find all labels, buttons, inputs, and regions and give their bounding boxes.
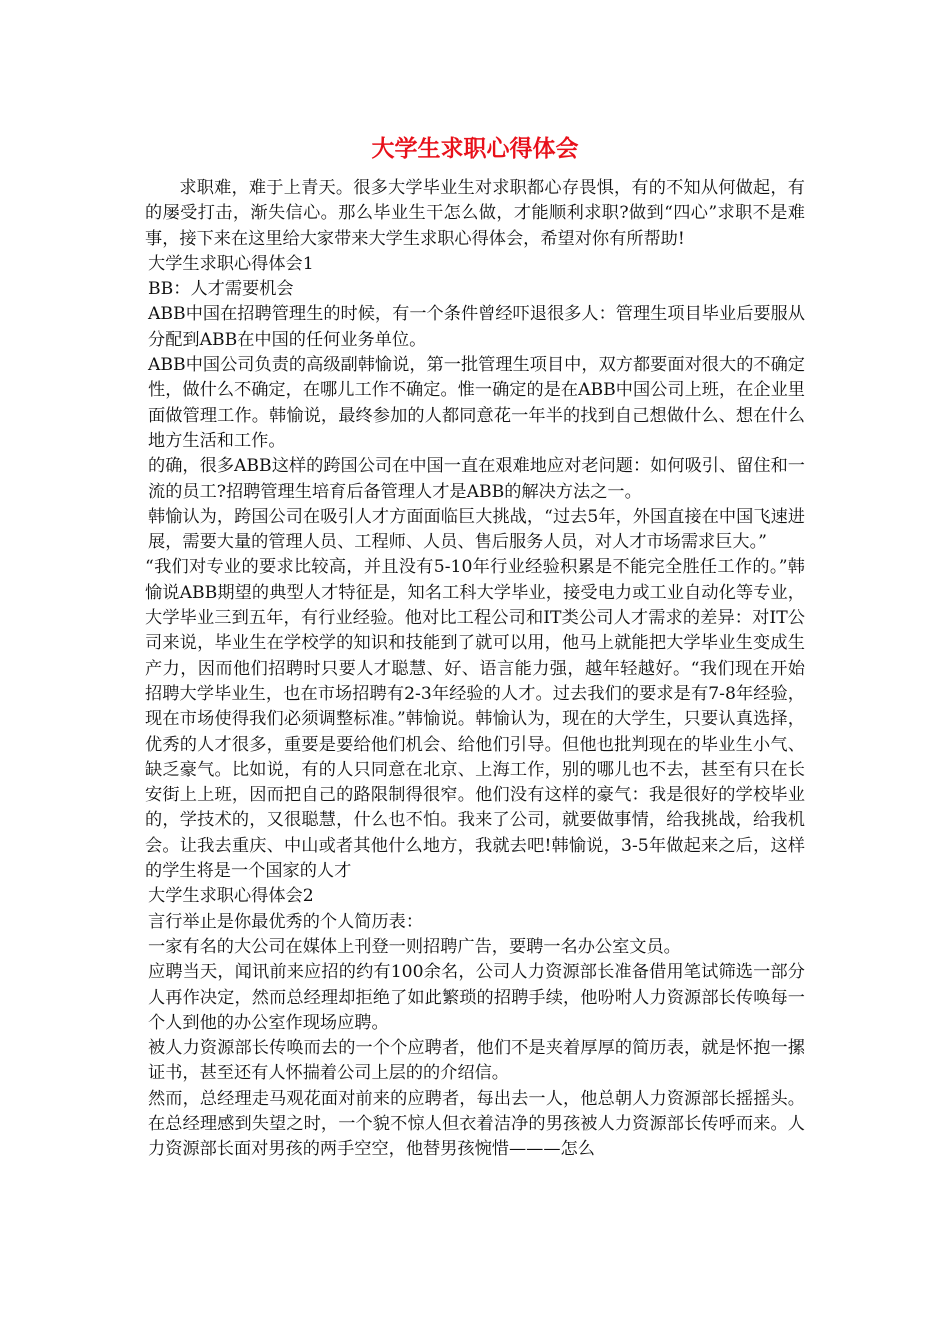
paragraph: “我们对专业的要求比较高，并且没有5-10年行业经验积累是不能完全胜任工作的。”韩愉说ABB期望的典型人才特征是，知名工科大学毕业，接受电力或工业自动化等专业，大学毕业三到五年，有行业经验。他对比工程公司和IT类公司人才需求的差异：对IT公司来说，毕业生在学校学的知识和技能到了就可以用，他马上就能把大学毕业生变成生产力，因而他们招聘时只要人才聪慧、好、语言能力强，越年轻越好。“我们现在开始招聘大学毕业生，也在市场招聘有2-3年经验的人才。过去我们的要求是有7-8年经验，现在市场使得我们必须调整标准。”韩愉说。韩愉认为，现在的大学生，只要认真选择，优秀的人才很多，重要是要给他们机会、给他们引导。但他也批判现在的毕业生小气、缺乏豪气。比如说，有的人只同意在北京、上海工作，别的哪儿也不去，甚至有只在长安街上上班，因而把自己的路限制得很窄。他们没有这样的豪气：我是很好的学校毕业的，学技术的，又很聪慧，什么也不怕。我来了公司，就要做事情，给我挑战，给我机会。让我去重庆、中山或者其他什么地方，我就去吧!韩愉说，3-5年做起来之后，这样的学生将是一个国家的人才 (145, 557, 805, 882)
paragraph: 被人力资源部长传唤而去的一个个应聘者，他们不是夹着厚厚的简历表，就是怀抱一摞证书，甚至还有人怀揣着公司上层的的介绍信。 (148, 1038, 805, 1084)
paragraph: ABB中国在招聘管理生的时候，有一个条件曾经吓退很多人：管理生项目毕业后要服从分配到ABB在中国的任何业务单位。 (148, 304, 805, 350)
section-heading-2: 大学生求职心得体会2 (148, 886, 314, 907)
paragraph: 然而，总经理走马观花面对前来的应聘者，每出去一人，他总朝人力资源部长摇摇头。在总经理感到失望之时，一个貌不惊人但衣着洁净的男孩被人力资源部长传呼而来。人力资源部长面对男孩的两手空空，他替男孩惋惜———怎么 (148, 1088, 805, 1160)
paragraph: 应聘当天，闻讯前来应招的约有100余名，公司人力资源部长准备借用笔试筛选一部分人再作决定，然而总经理却拒绝了如此繁琐的招聘手续，他吩咐人力资源部长传唤每一个人到他的办公室作现场应聘。 (148, 962, 805, 1033)
paragraph: 的确，很多ABB这样的跨国公司在中国一直在艰难地应对老问题：如何吸引、留住和一流的员工?招聘管理生培育后备管理人才是ABB的解决方法之一。 (148, 456, 805, 502)
section-heading-1: 大学生求职心得体会1 (148, 253, 314, 274)
paragraph: BB：人才需要机会 (148, 279, 294, 300)
document-title: 大学生求职心得体会 (371, 136, 579, 162)
paragraph: 言行举止是你最优秀的个人简历表： (148, 911, 424, 932)
intro-paragraph: 求职难，难于上青天。很多大学毕业生对求职都心存畏惧，有的不知从何做起，有的屡受打击，渐失信心。那么毕业生干怎么做，才能顺利求职?做到“四心”求职不是难事，接下来在这里给大家带来大学生求职心得体会，希望对你有所帮助! (145, 178, 805, 249)
document-body (145, 176, 805, 1163)
paragraph: 一家有名的大公司在媒体上刊登一则招聘广告，要聘一名办公室文员。 (148, 936, 681, 957)
paragraph: ABB中国公司负责的高级副韩愉说，第一批管理生项目中，双方都要面对很大的不确定性，做什么不确定，在哪儿工作不确定。惟一确定的是在ABB中国公司上班，在企业里面做管理工作。韩愉说，最终参加的人都同意花一年半的找到自己想做什么、想在什么地方生活和工作。 (148, 355, 805, 451)
paragraph: 韩愉认为，跨国公司在吸引人才方面面临巨大挑战，“过去5年，外国直接在中国飞速进展，需要大量的管理人员、工程师、人员、售后服务人员，对人才市场需求巨大。” (148, 506, 805, 553)
